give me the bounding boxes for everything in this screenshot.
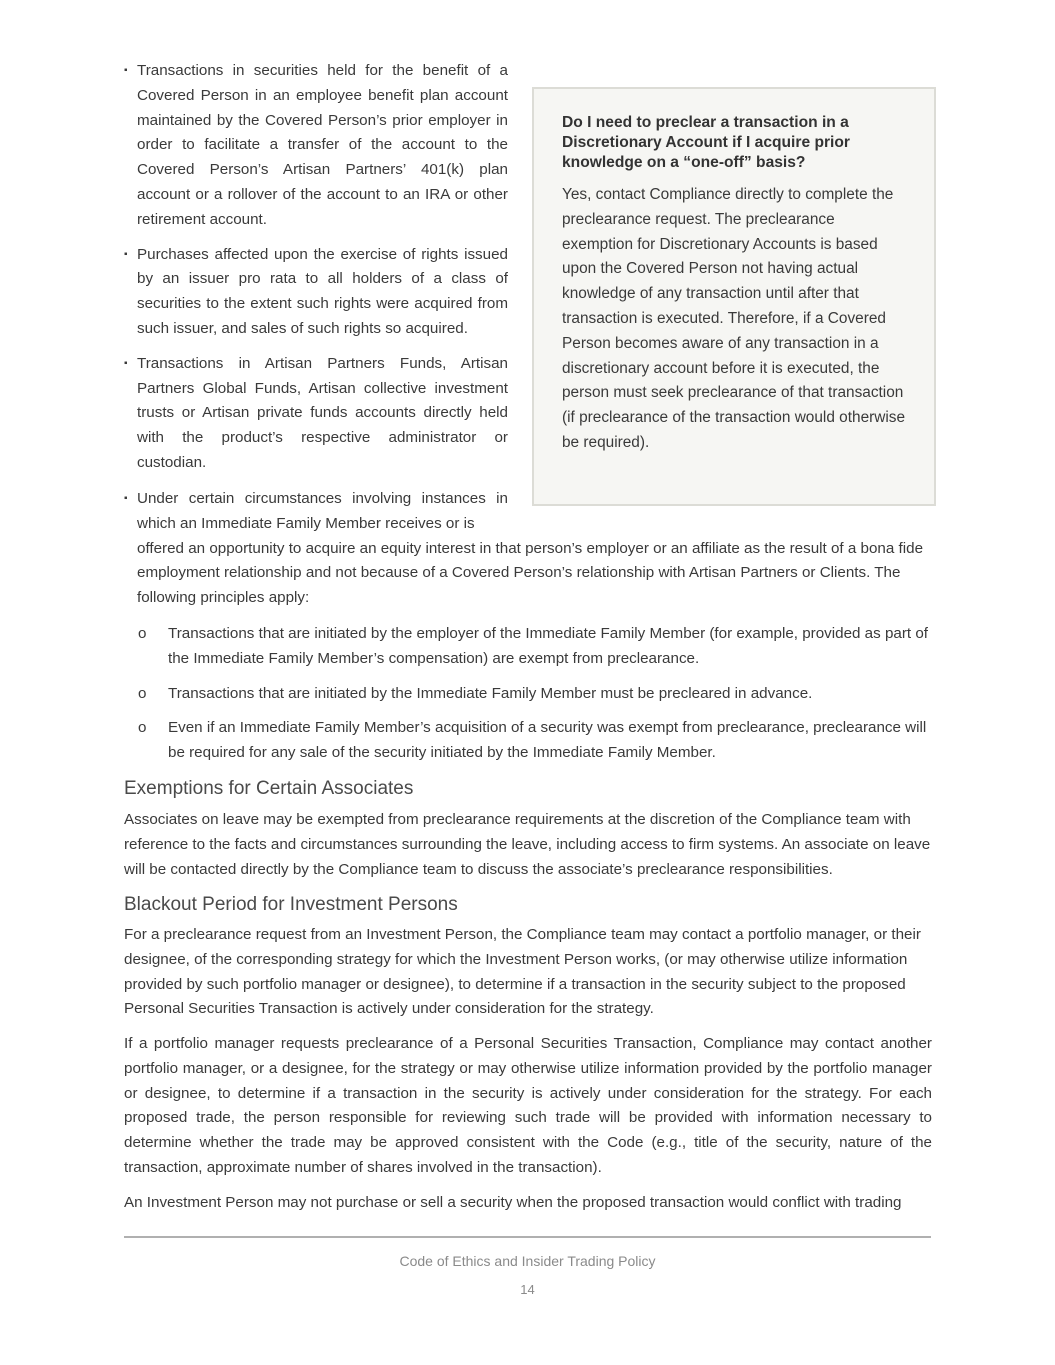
bullet-401k-transfer bbox=[124, 59, 508, 233]
square-bullet-icon: ▪ bbox=[124, 357, 128, 369]
bullet-artisan-funds bbox=[124, 352, 508, 476]
principle-text: Transactions that are initiated by the Immediate Family Member must be precleared in advance. bbox=[168, 684, 813, 702]
heading-associates-exemptions: Exemptions for Certain Associates bbox=[124, 778, 414, 799]
exemption-bullet-list bbox=[124, 59, 508, 486]
faq-answer: Yes, contact Compliance directly to complete the preclearance request. The preclearance exemption for Discretionary Accounts is based upon the Covered Person not having actual knowledge of any transaction until after that transaction is executed. Therefore, if a Covered Person becomes aware of any transaction in a discretionary account before it is executed, the person must seek preclearance of that transaction (if preclearance of the transaction would otherwise be required). bbox=[562, 186, 906, 451]
principle-item bbox=[124, 716, 932, 766]
principle-text: Even if an Immediate Family Member’s acquisition of a security was exempt from preclearance, preclearance will be required for any sale of the security initiated by the Immediate Family Member. bbox=[168, 719, 927, 762]
faq-question: Do I need to preclear a transaction in a Discretionary Account if I acquire prior knowledge on a “one-off” basis? bbox=[562, 114, 850, 171]
associates-paragraph: Associates on leave may be exempted from preclearance requirements at the discretion of the Compliance team with reference to the facts and circumstances surrounding the leave, including access to firm systems. An associate on leave will be contacted directly by the Compliance team to discuss the associate’s preclearance responsibilities. bbox=[124, 811, 931, 878]
circle-bullet-icon: o bbox=[138, 684, 147, 702]
bullet-text: Transactions in securities held for the benefit of a Covered Person in an employee benefit plan account maintained by the Covered Person’s prior employer in order to facilitate a transfer of the account to the Covered Person’s Artisan Partners’ 401(k) plan account or a rollover of the account to an IRA or other retirement account. bbox=[137, 62, 508, 228]
bullet-text-part1: Under certain circumstances involving instances in which an Immediate Family Member receives or is bbox=[137, 490, 508, 532]
bullet-rights-purchases bbox=[124, 243, 508, 342]
blackout-paragraph-1: For a preclearance request from an Investment Person, the Compliance team may contact a portfolio manager, or their designee, of the corresponding strategy for which the Investment Person works, (or may otherwise utilize information provided by such portfolio manager or designee), to determine if a transaction in the security subject to the proposed Personal Securities Transaction is actively under consideration for the strategy. bbox=[124, 926, 921, 1018]
bullet-text-part2: offered an opportunity to acquire an equity interest in that person’s employer or an affiliate as the result of a bona fide employment relationship and not because of a Covered Person’s relationship with Artisan Partners or Clients. The following principles apply: bbox=[137, 539, 924, 607]
square-bullet-icon: ▪ bbox=[124, 65, 128, 76]
bullet-immediate-family bbox=[124, 487, 932, 611]
bullet-text: Transactions in Artisan Partners Funds, Artisan Partners Global Funds, Artisan collective investment trusts or Artisan private funds accounts directly held with the product’s respective administrator or custodian. bbox=[137, 354, 508, 471]
faq-callout-box bbox=[532, 87, 936, 506]
family-principles-list bbox=[124, 622, 932, 776]
blackout-paragraph-3: An Investment Person may not purchase or sell a security when the proposed transaction would conflict with trading bbox=[124, 1194, 902, 1211]
footer-divider bbox=[124, 1236, 931, 1238]
footer-document-title: Code of Ethics and Insider Trading Policy bbox=[399, 1253, 656, 1269]
circle-bullet-icon: o bbox=[138, 625, 147, 642]
blackout-paragraph-2: If a portfolio manager requests preclearance of a Personal Securities Transaction, Compliance may contact another portfolio manager, or a designee, for the strategy or may otherwise utilize information provided by the portfolio manager or designee, to determine if a transaction in the security is actively under consideration for the strategy. For each proposed trade, the person responsible for reviewing such trade will be provided with information necessary to determine whether the trade may be approved consistent with the Code (e.g., title of the security, nature of the transaction, approximate number of shares involved in the transaction). bbox=[124, 1035, 932, 1176]
bullet-text: Purchases affected upon the exercise of rights issued by an issuer pro rata to all holders of a class of securities to the extent such rights were acquired from such issuer, and sales of such rights so acquired. bbox=[137, 245, 508, 337]
principle-text: Transactions that are initiated by the employer of the Immediate Family Member (for example, provided as part of the Immediate Family Member’s compensation) are exempt from preclearance. bbox=[168, 625, 928, 667]
principle-item bbox=[124, 622, 932, 672]
square-bullet-icon: ▪ bbox=[124, 248, 128, 260]
circle-bullet-icon: o bbox=[138, 719, 147, 737]
heading-blackout-period: Blackout Period for Investment Persons bbox=[124, 894, 458, 915]
principle-item bbox=[124, 682, 932, 707]
square-bullet-icon: ▪ bbox=[124, 493, 128, 504]
footer-page-number: 14 bbox=[520, 1282, 535, 1297]
